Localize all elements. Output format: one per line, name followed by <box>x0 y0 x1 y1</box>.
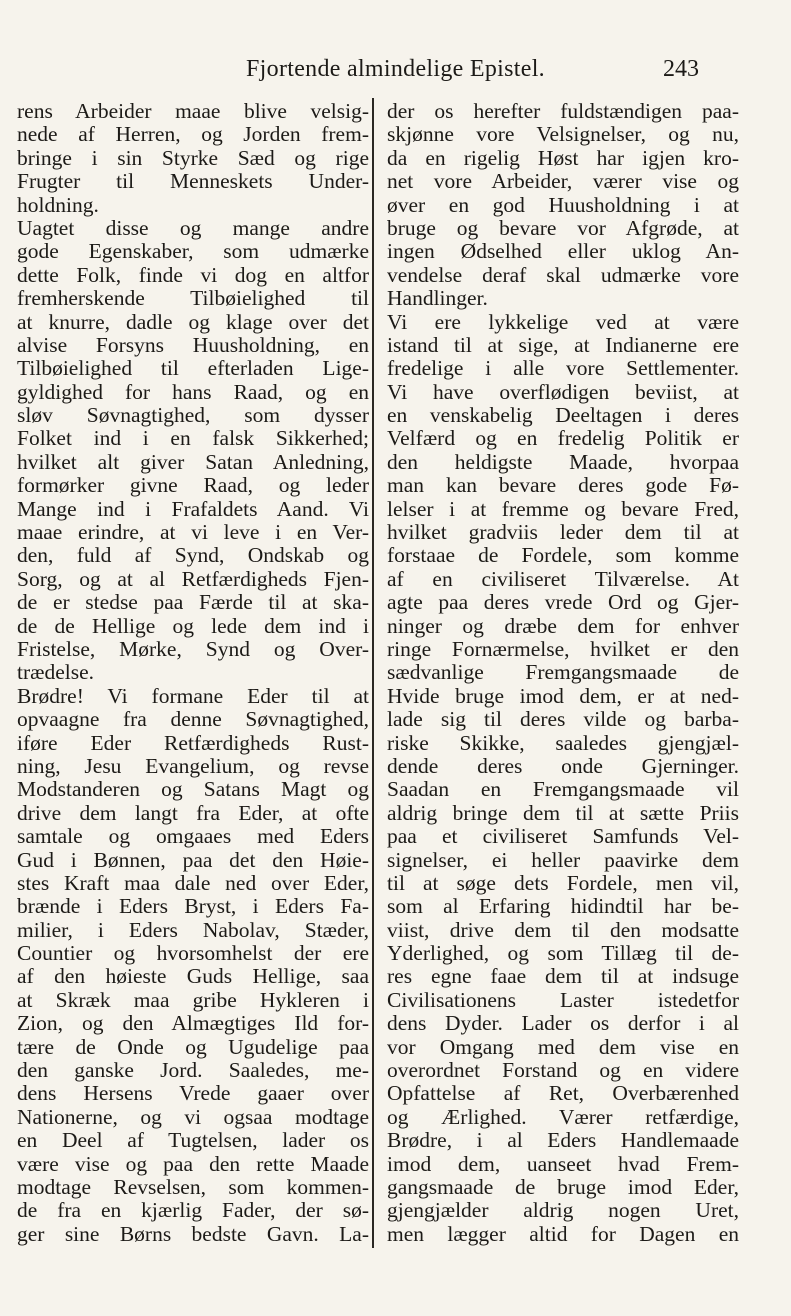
text-line: trædelse. <box>17 660 95 685</box>
text-line: dende deres onde Gjerninger. <box>387 753 739 778</box>
text-line: agte paa deres vrede Ord og Gjer- <box>387 590 739 615</box>
text-line: ninger og dræbe dem for enhver <box>387 613 739 638</box>
text-line: Mange ind i Frafaldets Aand. Vi <box>17 496 369 521</box>
text-line: forstaae de Fordele, som komme <box>387 543 739 568</box>
text-line: samtale og omgaaes med Eders <box>17 824 369 849</box>
page-number: 243 <box>663 56 699 82</box>
text-line: skjønne vore Velsignelser, og nu, <box>387 122 739 147</box>
text-line: Frugter til Menneskets Under- <box>17 169 369 194</box>
text-line: ingen Ødselhed eller uklog An- <box>387 239 739 264</box>
text-line: af en civiliseret Tilværelse. At <box>387 566 739 591</box>
text-line: man kan bevare deres gode Fø- <box>387 473 739 498</box>
text-line: den ganske Jord. Saaledes, me- <box>17 1058 369 1083</box>
text-line: de er stedse paa Færde til at ska- <box>17 590 369 615</box>
text-line: øver en god Huusholdning i at <box>387 192 739 217</box>
text-line: iføre Eder Retfærdigheds Rust- <box>17 730 369 755</box>
text-line: men lægger altid for Dagen en <box>387 1221 739 1246</box>
text-line: vor Omgang med dem vise en <box>387 1034 739 1059</box>
text-line: en Deel af Tugtelsen, lader os <box>17 1128 369 1153</box>
text-line: sædvanlige Fremgangsmaade de <box>387 660 739 685</box>
column-divider <box>372 98 374 1248</box>
text-line: Tilbøielighed til efterladen Lige- <box>17 356 369 381</box>
text-line: gode Egenskaber, som udmærke <box>17 239 369 264</box>
text-line: res egne faae dem til at indsuge <box>387 964 739 989</box>
text-line: Modstanderen og Satans Magt og <box>17 777 369 802</box>
text-line: af den høieste Guds Hellige, saa <box>17 964 369 989</box>
text-line: fremherskende Tilbøielighed til <box>17 286 369 311</box>
text-line: de fra en kjærlig Fader, der sø- <box>17 1198 369 1223</box>
text-line: til at søge dets Fordele, men vil, <box>387 870 739 895</box>
text-line: der os herefter fuldstændigen paa- <box>387 99 739 123</box>
text-line: rens Arbeider maae blive velsig- <box>17 99 369 123</box>
text-line: en venskabelig Deeltagen i deres <box>387 403 739 428</box>
text-line: bringe i sin Styrke Sæd og rige <box>17 145 369 170</box>
text-line: Hvide bruge imod dem, er at ned- <box>387 683 739 708</box>
text-line: alvise Forsyns Huusholdning, en <box>17 332 369 357</box>
text-line: som al Erfaring hidindtil har be- <box>387 894 739 919</box>
text-line: hvilket gradviis leder dem til at <box>387 520 739 545</box>
text-line: gyldighed for hans Raad, og en <box>17 379 369 404</box>
text-line: Brødre! Vi formane Eder til at <box>17 683 369 708</box>
text-line: riske Skikke, saaledes gjengjæl- <box>387 730 739 755</box>
text-line: ringe Fornærmelse, hvilket er den <box>387 636 739 661</box>
text-line: istand til at sige, at Indianerne ere <box>387 332 739 357</box>
text-line: Brødre, i al Eders Handlemaade <box>387 1128 739 1153</box>
text-line: fredelige i alle vore Settlementer. <box>387 356 739 381</box>
text-line: hvilket alt giver Satan Anledning, <box>17 449 369 474</box>
text-line: paa et civiliseret Samfunds Vel- <box>387 824 739 849</box>
text-line: og Ærlighed. Værer retfærdige, <box>387 1104 739 1129</box>
text-line: dette Folk, finde vi dog en altfor <box>17 262 369 287</box>
text-line: stes Kraft maa dale ned over Eder, <box>17 870 369 895</box>
text-line: Zion, og den Almægtiges Ild for- <box>17 1011 369 1036</box>
text-line: net vore Arbeider, værer vise og <box>387 169 739 194</box>
text-line: Countier og hvorsomhelst der ere <box>17 941 369 966</box>
text-line: formørker givne Raad, og leder <box>17 473 369 498</box>
text-line: drive dem langt fra Eder, at ofte <box>17 800 369 825</box>
text-line: Civilisationens Laster istedetfor <box>387 987 739 1012</box>
text-line: imod dem, uanseet hvad Frem- <box>387 1151 739 1176</box>
text-line: at Skræk maa gribe Hykleren i <box>17 987 369 1012</box>
text-line: de de Hellige og lede dem ind i <box>17 613 369 638</box>
text-line: Handlinger. <box>387 286 488 311</box>
text-line: Opfattelse af Ret, Overbærenhed <box>387 1081 739 1106</box>
text-line: maae erindre, at vi leve i en Ver- <box>17 520 369 545</box>
text-line: holdning. <box>17 192 99 217</box>
text-line: være vise og paa den rette Maade <box>17 1151 369 1176</box>
text-line: Uagtet disse og mange andre <box>17 215 369 240</box>
text-line: opvaagne fra denne Søvnagtighed, <box>17 707 369 732</box>
running-head-title: Fjortende almindelige Epistel. <box>246 56 545 82</box>
text-line: nede af Herren, og Jorden frem- <box>17 122 369 147</box>
left-text-column <box>17 100 369 1246</box>
text-line: milier, i Eders Nabolav, Stæder, <box>17 917 369 942</box>
text-line: Yderlighed, og som Tillæg til de- <box>387 941 739 966</box>
text-line: at knurre, dadle og klage over det <box>17 309 369 334</box>
text-line: Folket ind i en falsk Sikkerhed; <box>17 426 369 451</box>
text-line: Nationerne, og vi ogsaa modtage <box>17 1104 369 1129</box>
text-line: Gud i Bønnen, paa det den Høie- <box>17 847 369 872</box>
text-line: overordnet Forstand og en videre <box>387 1058 739 1083</box>
text-line: sløv Søvnagtighed, som dysser <box>17 403 369 428</box>
text-line: gangsmaade de bruge imod Eder, <box>387 1174 739 1199</box>
text-line: aldrig bringe dem til at sætte Priis <box>387 800 739 825</box>
text-line: Saadan en Fremgangsmaade vil <box>387 777 739 802</box>
text-line: ger sine Børns bedste Gavn. La- <box>17 1221 369 1246</box>
text-line: tære de Onde og Ugudelige paa <box>17 1034 369 1059</box>
text-line: den heldigste Maade, hvorpaa <box>387 449 739 474</box>
text-line: gjengjælder aldrig nogen Uret, <box>387 1198 739 1223</box>
text-line: da en rigelig Høst har igjen kro- <box>387 145 739 170</box>
text-line: vendelse deraf skal udmærke vore <box>387 262 739 287</box>
text-line: lelser i at fremme og bevare Fred, <box>387 496 739 521</box>
text-line: ning, Jesu Evangelium, og revse <box>17 753 369 778</box>
text-line: Velfærd og en fredelig Politik er <box>387 426 739 451</box>
text-line: brænde i Eders Bryst, i Eders Fa- <box>17 894 369 919</box>
text-line: Fristelse, Mørke, Synd og Over- <box>17 636 369 661</box>
text-line: den, fuld af Synd, Ondskab og <box>17 543 369 568</box>
right-text-column <box>387 100 739 1246</box>
text-line: dens Dyder. Lader os derfor i al <box>387 1011 739 1036</box>
text-line: lade sig til deres vilde og barba- <box>387 707 739 732</box>
text-line: viist, drive dem til den modsatte <box>387 917 739 942</box>
text-line: modtage Revselsen, som kommen- <box>17 1174 369 1199</box>
text-line: bruge og bevare vor Afgrøde, at <box>387 215 739 240</box>
text-line: dens Hersens Vrede gaaer over <box>17 1081 369 1106</box>
text-line: Sorg, og at al Retfærdigheds Fjen- <box>17 566 369 591</box>
running-head <box>0 52 791 88</box>
text-line: Vi ere lykkelige ved at være <box>387 309 739 334</box>
text-line: Vi have overflødigen beviist, at <box>387 379 739 404</box>
text-line: signelser, ei heller paavirke dem <box>387 847 739 872</box>
